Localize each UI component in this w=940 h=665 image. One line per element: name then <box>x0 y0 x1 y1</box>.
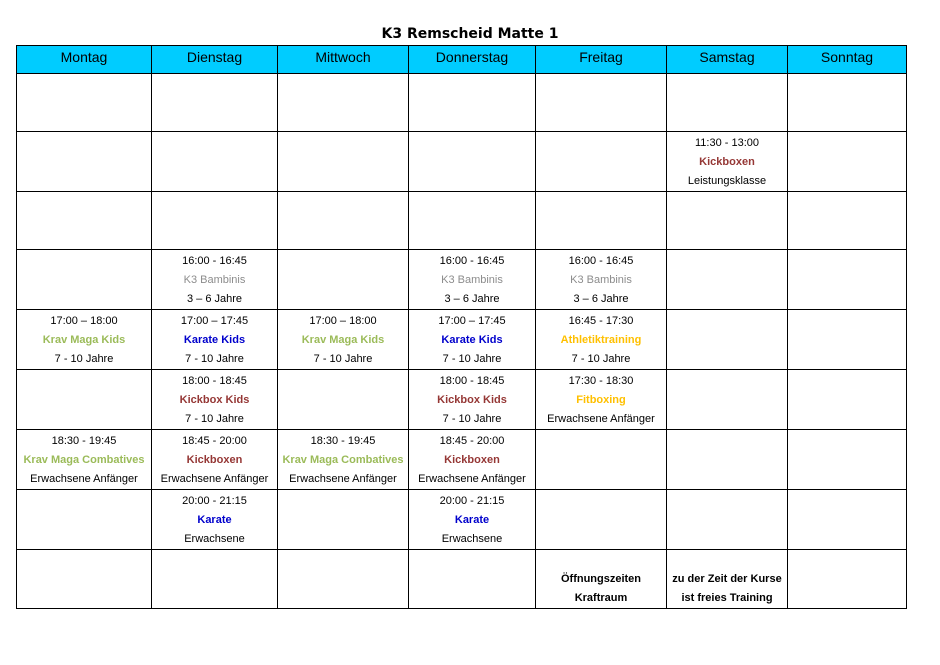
schedule-cell-dienstag <box>152 192 278 250</box>
class-group: Erwachsene Anfänger <box>30 473 138 485</box>
class-group: 7 - 10 Jahre <box>54 353 114 365</box>
day-header-freitag: Freitag <box>536 46 667 74</box>
schedule-cell-freitag <box>536 430 667 490</box>
table-row <box>17 132 907 192</box>
day-header-samstag: Samstag <box>667 46 788 74</box>
note-text: zu der Zeit der Kurse <box>672 573 782 585</box>
schedule-cell-samstag <box>667 74 788 132</box>
schedule-cell-sonntag <box>788 430 907 490</box>
table-row <box>17 310 907 370</box>
schedule-cell-donnerstag <box>409 250 536 310</box>
day-header-dienstag: Dienstag <box>152 46 278 74</box>
schedule-cell-dienstag <box>152 74 278 132</box>
class-name: Karate Kids <box>441 334 503 346</box>
schedule-table <box>16 45 907 609</box>
schedule-cell-donnerstag <box>409 490 536 550</box>
class-group: Erwachsene Anfänger <box>160 473 269 485</box>
table-row <box>17 74 907 132</box>
schedule-cell-freitag <box>536 370 667 430</box>
class-group: Erwachsene Anfänger <box>547 413 655 425</box>
class-time: 17:30 - 18:30 <box>568 375 634 387</box>
class-entry <box>409 370 535 429</box>
note-text: Kraftraum <box>574 592 628 604</box>
day-header-donnerstag: Donnerstag <box>409 46 536 74</box>
class-name: Krav Maga Combatives <box>23 454 145 466</box>
class-group: Erwachsene <box>441 533 503 545</box>
note-block <box>667 550 787 608</box>
table-row <box>17 430 907 490</box>
schedule-cell-mittwoch <box>278 310 409 370</box>
schedule-cell-sonntag <box>788 310 907 370</box>
schedule-cell-dienstag <box>152 550 278 609</box>
schedule-cell-donnerstag <box>409 192 536 250</box>
schedule-cell-montag <box>17 192 152 250</box>
class-entry <box>536 250 666 309</box>
schedule-cell-dienstag <box>152 430 278 490</box>
class-time: 18:30 - 19:45 <box>51 435 117 447</box>
class-entry <box>152 490 277 549</box>
class-time: 18:45 - 20:00 <box>182 435 247 447</box>
schedule-cell-montag <box>17 550 152 609</box>
class-time: 11:30 - 13:00 <box>694 137 759 149</box>
schedule-cell-freitag <box>536 192 667 250</box>
day-header-mittwoch: Mittwoch <box>278 46 409 74</box>
schedule-body <box>17 74 907 609</box>
class-time: 20:00 - 21:15 <box>182 495 247 507</box>
class-time: 16:00 - 16:45 <box>182 255 247 267</box>
schedule-cell-freitag <box>536 132 667 192</box>
schedule-cell-samstag <box>667 250 788 310</box>
schedule-cell-mittwoch <box>278 132 409 192</box>
schedule-cell-freitag <box>536 490 667 550</box>
schedule-cell-samstag <box>667 132 788 192</box>
schedule-cell-mittwoch <box>278 550 409 609</box>
schedule-cell-donnerstag <box>409 430 536 490</box>
class-entry <box>152 250 277 309</box>
schedule-cell-donnerstag <box>409 370 536 430</box>
schedule-cell-samstag <box>667 490 788 550</box>
schedule-cell-mittwoch <box>278 250 409 310</box>
schedule-cell-samstag <box>667 192 788 250</box>
schedule-cell-samstag <box>667 370 788 430</box>
class-time: 17:00 – 17:45 <box>180 315 249 327</box>
schedule-cell-sonntag <box>788 550 907 609</box>
schedule-cell-sonntag <box>788 250 907 310</box>
day-header-sonntag: Sonntag <box>788 46 907 74</box>
class-entry <box>409 430 535 489</box>
class-group: Erwachsene <box>184 533 245 545</box>
schedule-cell-sonntag <box>788 370 907 430</box>
class-name: Krav Maga Combatives <box>282 454 404 466</box>
class-entry <box>152 370 277 429</box>
class-entry <box>536 370 666 429</box>
class-group: 3 – 6 Jahre <box>573 293 629 305</box>
class-group: 7 - 10 Jahre <box>185 413 244 425</box>
schedule-cell-donnerstag <box>409 132 536 192</box>
note-text: ist freies Training <box>681 592 773 604</box>
class-time: 16:45 - 17:30 <box>568 315 634 327</box>
schedule-cell-dienstag <box>152 250 278 310</box>
schedule-cell-mittwoch <box>278 192 409 250</box>
class-name: K3 Bambinis <box>183 274 246 286</box>
class-time: 16:00 - 16:45 <box>439 255 505 267</box>
class-name: Krav Maga Kids <box>42 334 126 346</box>
schedule-cell-freitag <box>536 74 667 132</box>
class-name: Krav Maga Kids <box>301 334 385 346</box>
class-name: Athletiktraining <box>560 334 642 346</box>
class-name: Fitboxing <box>576 394 626 406</box>
table-row <box>17 490 907 550</box>
class-time: 18:30 - 19:45 <box>310 435 376 447</box>
class-group: 7 - 10 Jahre <box>442 413 502 425</box>
schedule-cell-dienstag <box>152 310 278 370</box>
class-group: Erwachsene Anfänger <box>289 473 397 485</box>
header-row <box>17 46 907 74</box>
class-name: K3 Bambinis <box>441 274 503 286</box>
schedule-cell-samstag <box>667 430 788 490</box>
page-title: K3 Remscheid Matte 1 <box>381 26 559 42</box>
schedule-cell-donnerstag <box>409 74 536 132</box>
schedule-cell-freitag <box>536 310 667 370</box>
schedule-cell-montag <box>17 250 152 310</box>
class-group: 7 - 10 Jahre <box>571 353 631 365</box>
table-row <box>17 250 907 310</box>
class-entry <box>278 310 408 369</box>
class-time: 17:00 – 17:45 <box>438 315 506 327</box>
class-name: Kickbox Kids <box>437 394 507 406</box>
class-name: Karate <box>454 514 490 526</box>
schedule-cell-sonntag <box>788 490 907 550</box>
table-row <box>17 550 907 609</box>
class-name: Karate Kids <box>183 334 246 346</box>
table-row <box>17 370 907 430</box>
class-name: Kickboxen <box>444 454 500 466</box>
schedule-cell-montag <box>17 370 152 430</box>
class-time: 18:45 - 20:00 <box>439 435 505 447</box>
class-name: Kickboxen <box>699 156 755 168</box>
schedule-cell-donnerstag <box>409 550 536 609</box>
note-block <box>536 550 666 608</box>
schedule-cell-mittwoch <box>278 430 409 490</box>
note-text: Öffnungszeiten <box>560 573 642 585</box>
class-group: 7 - 10 Jahre <box>313 353 373 365</box>
schedule-cell-samstag <box>667 550 788 609</box>
schedule-cell-freitag <box>536 250 667 310</box>
class-name: Karate <box>197 514 232 526</box>
class-group: 3 – 6 Jahre <box>186 293 243 305</box>
schedule-cell-montag <box>17 310 152 370</box>
schedule-cell-sonntag <box>788 132 907 192</box>
class-name: Kickboxen <box>186 454 243 466</box>
schedule-cell-dienstag <box>152 370 278 430</box>
class-entry <box>152 430 277 489</box>
schedule-cell-mittwoch <box>278 370 409 430</box>
class-time: 18:00 - 18:45 <box>182 375 247 387</box>
schedule-cell-donnerstag <box>409 310 536 370</box>
schedule-cell-sonntag <box>788 192 907 250</box>
schedule-cell-samstag <box>667 310 788 370</box>
class-group: Leistungsklasse <box>687 175 767 187</box>
day-header-montag: Montag <box>17 46 152 74</box>
schedule-cell-mittwoch <box>278 74 409 132</box>
class-name: K3 Bambinis <box>570 274 632 286</box>
class-group: 3 – 6 Jahre <box>444 293 500 305</box>
class-time: 16:00 - 16:45 <box>568 255 634 267</box>
class-entry <box>17 310 151 369</box>
schedule-cell-sonntag <box>788 74 907 132</box>
schedule-cell-dienstag <box>152 132 278 192</box>
schedule-cell-freitag <box>536 550 667 609</box>
class-entry <box>409 250 535 309</box>
class-name: Kickbox Kids <box>179 394 250 406</box>
class-group: 7 - 10 Jahre <box>442 353 502 365</box>
class-entry <box>17 430 151 489</box>
class-group: 7 - 10 Jahre <box>185 353 244 365</box>
schedule-cell-montag <box>17 74 152 132</box>
schedule-cell-montag <box>17 132 152 192</box>
class-entry <box>409 310 535 369</box>
table-row <box>17 192 907 250</box>
class-time: 17:00 – 18:00 <box>50 315 118 327</box>
schedule-cell-dienstag <box>152 490 278 550</box>
class-entry <box>152 310 277 369</box>
class-time: 17:00 – 18:00 <box>309 315 377 327</box>
class-time: 20:00 - 21:15 <box>439 495 505 507</box>
schedule-cell-montag <box>17 430 152 490</box>
schedule-cell-mittwoch <box>278 490 409 550</box>
class-group: Erwachsene Anfänger <box>418 473 526 485</box>
class-entry <box>409 490 535 549</box>
class-entry <box>278 430 408 489</box>
class-entry <box>667 132 787 191</box>
class-entry <box>536 310 666 369</box>
schedule-cell-montag <box>17 490 152 550</box>
class-time: 18:00 - 18:45 <box>439 375 505 387</box>
